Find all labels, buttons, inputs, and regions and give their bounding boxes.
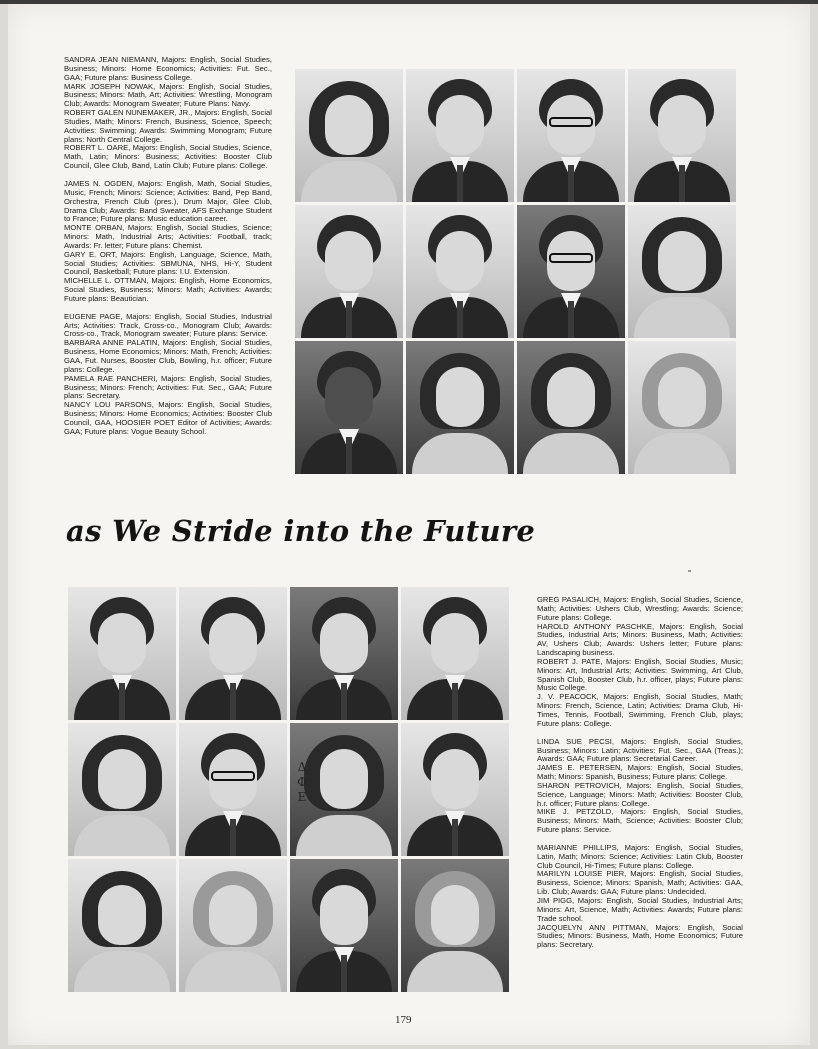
student-bio: BARBARA ANNE PALATIN, Majors: English, Social Studies, Business, Home Economics; Minors: Math, French; Activities: GAA, Fut. Nurses, Booster Club, Bowling, h.r. officer; Future plans: College. bbox=[64, 338, 272, 374]
student-portrait bbox=[406, 341, 514, 474]
student-bio: MARILYN LOUISE PIER, Majors: English, Social Studies, Business, Science; Minors: Spanish, Math; Activities: GAA, Lib. Club; Awards: GAA; Future plans: Undecided. bbox=[537, 869, 743, 897]
student-bio: MICHELLE L. OTTMAN, Majors: English, Home Economics, Social Studies, Business; Minors: Math; Activities: Awards; Future plans: Beautician. bbox=[64, 276, 272, 303]
student-portrait bbox=[179, 587, 287, 720]
student-portrait bbox=[290, 587, 398, 720]
student-portrait bbox=[517, 341, 625, 474]
student-bio: GREG PASALICH, Majors: English, Social Studies, Science, Math; Activities: Ushers Club, Wrestling; Awards: Science; Future plans: College. bbox=[537, 595, 743, 622]
page-headline: as We Stride into the Future bbox=[66, 514, 536, 548]
student-portrait bbox=[401, 859, 509, 992]
student-bio: MONTE ORBAN, Majors: English, Social Studies, Science; Minors: Math, Industrial Arts; Activities: Football, track; Awards: Fr. letter; Future plans: Chemist. bbox=[64, 223, 272, 250]
student-bio: JAMES N. OGDEN, Majors: English, Math, Social Studies, Music, French; Minors: Science; Activities: Band, Pep Band, Orchestra, French Club (pres.), Drum Major, Glee Club, Drama Club; Awards: Band Sweater, AFS Exchange Student to France; Future plans: Music education career. bbox=[64, 178, 272, 224]
student-bio: JACQUELYN ANN PITTMAN, Majors: English, Social Studies; Minors: Business, Math, Home Economics; Future plans: Secretary. bbox=[537, 922, 743, 950]
student-portrait bbox=[628, 341, 736, 474]
student-portrait bbox=[295, 341, 403, 474]
student-bio: LINDA SUE PECSI, Majors: English, Social Studies, Business; Minors: Latin; Activities: Fut. Sec., GAA (Treas.); Awards: GAA; Future plans: Secretarial Career. bbox=[537, 736, 743, 764]
student-portrait bbox=[290, 859, 398, 992]
greek-letter: Ε bbox=[297, 790, 307, 804]
bottom-portrait-grid bbox=[68, 587, 509, 992]
student-bio: MARK JOSEPH NOWAK, Majors: English, Social Studies, Business; Minors: Math, Art; Activities: Wrestling, Monogram Club; Awards: Monogram Sweater; Future Plans: Navy. bbox=[64, 81, 272, 109]
student-portrait bbox=[517, 69, 625, 202]
student-portrait bbox=[401, 587, 509, 720]
student-portrait bbox=[517, 205, 625, 338]
paper-speck bbox=[688, 570, 691, 572]
bio-group bbox=[537, 844, 743, 950]
student-portrait bbox=[68, 587, 176, 720]
student-bio: GARY E. ORT, Majors: English, Language, Science, Math, Social Studies; Activities: SBMUNA, NHS, Hi-Y, Student Council, Basketball; Future plans: I.U. Extension. bbox=[64, 249, 272, 277]
student-portrait bbox=[628, 69, 736, 202]
student-portrait bbox=[628, 205, 736, 338]
bio-group bbox=[64, 313, 272, 437]
student-portrait bbox=[68, 859, 176, 992]
student-bio: HAROLD ANTHONY PASCHKE, Majors: English, Social Studies, Industrial Arts; Minors: Business, Math; Activities: AV, Ushers Club; Awards: Ushers letter; Future plans: Landscaping business. bbox=[537, 621, 743, 658]
student-bio: ROBERT GALEN NUNEMAKER, JR., Majors: English, Social Studies, Math; Minors: French, Business, Science, Speech; Activities: Swimming; Awards: Swimming Monogram; Future plans: North Central College. bbox=[64, 108, 272, 144]
student-bio: NANCY LOU PARSONS, Majors: English, Social Studies, Business; Minors: Home Economics; Activities: Booster Club Council, GAA, HOOSIER POET Editor of Activities; Awards: GAA; Future plans: Vogue Beauty School. bbox=[64, 400, 272, 436]
student-bio: J. V. PEACOCK, Majors: English, Social Studies, Math; Minors: French, Science, Latin; Activities: Drama Club, Hi-Times, Tennis, Football, Swimming, French Club, plays; Future plans: College. bbox=[537, 692, 743, 728]
student-bio: MIKE J. PETZOLD, Majors: English, Social Studies, Business; Minors: Math, Science; Activities: Booster Club; Future plans: Service. bbox=[537, 807, 743, 835]
student-bio: PAMELA RAE PANCHERI, Majors: English, Social Studies, Business; Minors: French; Activities: Fut. Sec., GAA; Future plans: Secretary. bbox=[64, 373, 272, 401]
top-bio-column bbox=[64, 56, 272, 446]
student-portrait bbox=[295, 69, 403, 202]
bio-group bbox=[64, 56, 272, 171]
student-bio: MARIANNE PHILLIPS, Majors: English, Social Studies, Latin, Math; Minors: Science; Activities: Latin Club, Booster Club Council, Hi-Times; Future plans: College. bbox=[537, 842, 743, 870]
student-bio: SHARON PETROVICH, Majors: English, Social Studies, Science, Language; Minors: Math; Activities: Booster Club, h.r. officer; Future plans: College. bbox=[537, 780, 743, 808]
student-bio: EUGENE PAGE, Majors: English, Social Studies, Industrial Arts; Activities: Track, Cross-co., Monogram Club; Awards: Cross-co., Track, Monogram sweater; Future plans: Service. bbox=[64, 311, 272, 339]
student-portrait bbox=[295, 205, 403, 338]
student-bio: JIM PIGG, Majors: English, Social Studies, Industrial Arts; Minors: Art, Science, Math; Activities: Awards; Future plans: Trade school. bbox=[537, 896, 743, 923]
student-bio: JAMES E. PETERSEN, Majors: English, Social Studies, Math; Minors: Spanish, Business; Future plans: College. bbox=[537, 763, 743, 782]
student-portrait bbox=[179, 859, 287, 992]
top-portrait-grid bbox=[295, 69, 736, 474]
student-portrait bbox=[401, 723, 509, 856]
greek-letter: Φ bbox=[297, 775, 307, 789]
student-bio: ROBERT L. OARE, Majors: English, Social Studies, Science, Math, Latin; Minors: Business; Activities: Booster Club Council, Glee Club, Band, Latin Club; Future plans: College. bbox=[64, 143, 272, 171]
student-portrait bbox=[406, 205, 514, 338]
bottom-bio-column bbox=[537, 596, 743, 959]
page-number: 179 bbox=[395, 1014, 412, 1026]
bio-group bbox=[537, 596, 743, 729]
student-portrait bbox=[68, 723, 176, 856]
greek-letters bbox=[295, 760, 309, 805]
student-portrait bbox=[406, 69, 514, 202]
bio-group bbox=[64, 180, 272, 304]
student-portrait bbox=[179, 723, 287, 856]
bio-group bbox=[537, 738, 743, 835]
student-bio: ROBERT J. PATE, Majors: English, Social Studies, Music; Minors: Art, Industrial Arts; Activities: Swimming, Art Club, Spanish Club, Booster Club, h.r. officer, plays; Future plans: Music College. bbox=[537, 656, 743, 693]
student-bio: SANDRA JEAN NIEMANN, Majors: English, Social Studies, Business; Minors: Home Economics; Activities: Fut. Sec., GAA; Future plans: Business College. bbox=[64, 55, 272, 82]
greek-letter: Δ bbox=[297, 760, 307, 774]
